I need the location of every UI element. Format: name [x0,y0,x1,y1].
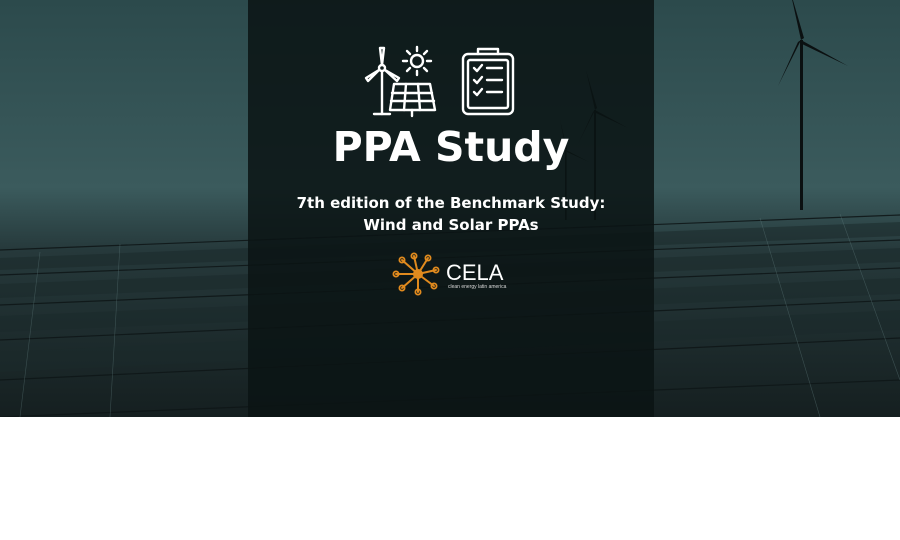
page-title: PPA Study [332,123,570,171]
checklist-clipboard-icon [460,46,516,116]
subtitle-line-2: Wind and Solar PPAs [363,216,539,234]
header-icons [248,44,654,118]
logo-tagline: clean energy latin america [448,284,507,290]
wind-turbine-solar-panel-icon [364,44,438,118]
cela-network-icon [392,252,446,296]
logo-wordmark: CELA [446,260,504,285]
subtitle [248,192,654,236]
center-panel [248,0,654,417]
cela-logo [392,252,514,296]
subtitle-line-1: 7th edition of the Benchmark Study: [296,194,606,212]
